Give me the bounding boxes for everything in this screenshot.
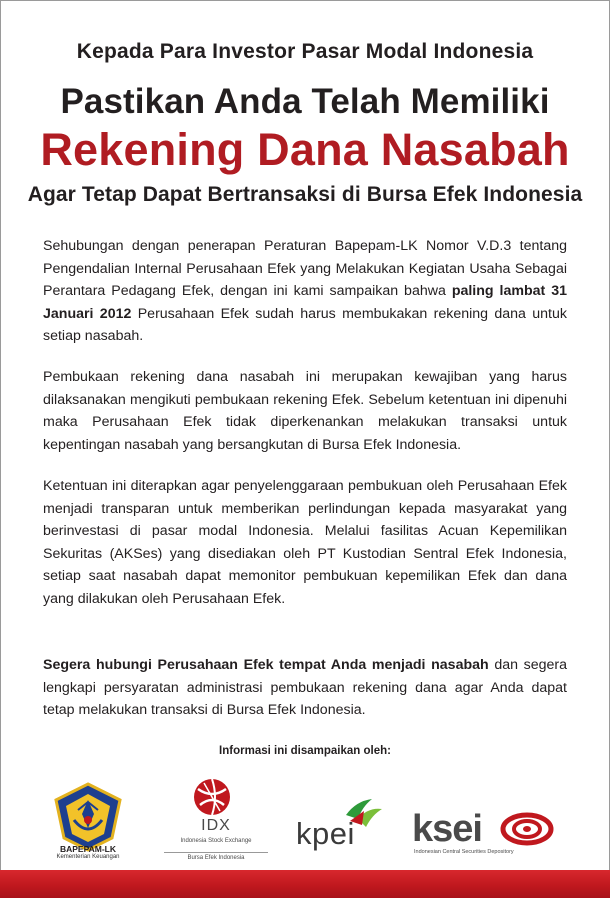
paragraph-call-to-action <box>43 654 567 722</box>
idx-label: IDX <box>201 817 231 834</box>
call-to-action-bold: Segera hubungi Perusahaan Efek tempat Anda menjadi nasabah <box>43 657 489 673</box>
sub-heading: Agar Tetap Dapat Bertransaksi di Bursa Efek Indonesia <box>27 183 583 206</box>
paragraph-regulation <box>43 235 567 348</box>
paragraph-regulation-text-b: Perusahaan Efek sudah harus membukakan rekening dana untuk setiap nasabah. <box>43 305 567 344</box>
deadline-text: paling lambat 31 Januari 2012 <box>43 283 567 322</box>
audience-heading: Kepada Para Investor Pasar Modal Indonesia <box>76 40 534 63</box>
paragraph-obligation: Pembukaan rekening dana nasabah ini merupakan kewajiban yang harus dilaksanakan mengikuti pembukaan rekening Efek. Sebelum ketentuan ini dipenuhi maka Perusahaan Efek tidak diperkenankan melakukan transaksi untuk kepentingan nasabah yang bersangkutan di Bursa Efek Indonesia. <box>43 369 567 453</box>
bapepam-lk-sublabel: Kementerian Keuangan <box>56 854 120 860</box>
info-source-label: Informasi ini disampaikan oleh: <box>219 745 391 757</box>
kpei-label: kpei <box>296 816 355 851</box>
idx-sublabel-indonesian: Bursa Efek Indonesia <box>164 852 268 862</box>
ksei-label: ksei <box>412 808 482 850</box>
bapepam-lk-label: BAPEPAM-LK <box>59 844 117 854</box>
ksei-sublabel: Indonesian Central Securities Depository <box>414 849 514 855</box>
main-heading: Pastikan Anda Telah Memiliki <box>60 82 550 121</box>
call-to-action-rest: dan segera lengkapi persyaratan administrasi pembukaan rekening dana agar Anda dapat tetap melakukan transaksi di Bursa Efek Indonesia. <box>43 657 567 718</box>
ksei-logo-icon <box>500 812 554 846</box>
paragraph-transparency: Ketentuan ini diterapkan agar penyelenggaraan pembukuan oleh Perusahaan Efek menjadi transparan untuk memberikan perlindungan kepada masyarakat yang berinvestasi di pasar modal Indonesia. Melalui fasilitas Acuan Kepemilikan Sekuritas (AKSes) yang disediakan oleh PT Kustodian Sentral Efek Indonesia, setiap saat nasabah dapat memonitor pembukuan kepemilikan Efek dan dana yang dilakukan oleh Perusahaan Efek. <box>43 478 567 607</box>
bottom-red-bar <box>0 870 610 898</box>
highlight-heading: Rekening Dana Nasabah <box>40 124 570 175</box>
idx-sublabel: Indonesia Stock Exchange <box>180 838 252 844</box>
idx-logo-icon <box>192 775 232 819</box>
paragraph-regulation-text-a: Sehubungan dengan penerapan Peraturan Bapepam-LK Nomor V.D.3 tentang Pengendalian Internal Perusahaan Efek yang Melakukan Kegiatan Usaha Sebagai Perantara Pedagang Efek, dengan ini kami sampaikan bahwa <box>43 238 567 299</box>
